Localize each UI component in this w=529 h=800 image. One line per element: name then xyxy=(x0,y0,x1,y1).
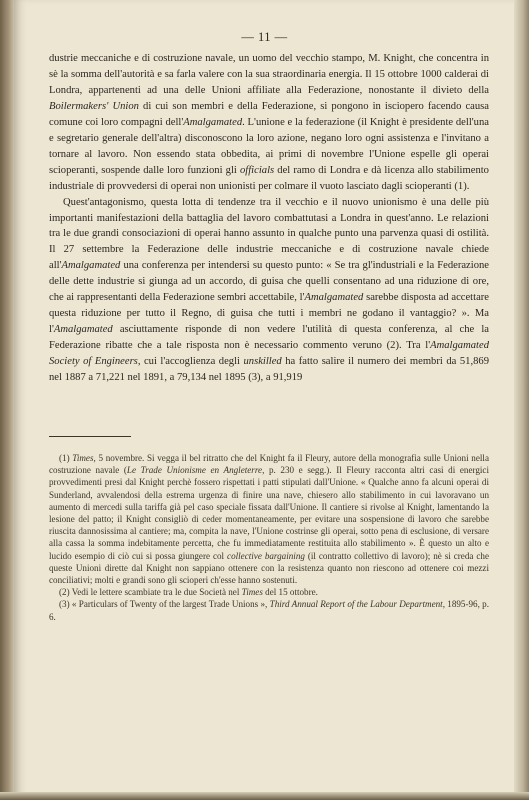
italic-text: Amalgamated Society of Engineers xyxy=(49,340,489,368)
italic-text: Times xyxy=(241,587,263,598)
text-run: , cui l'accoglienza degli xyxy=(137,356,244,368)
italic-text: collective bargaining xyxy=(227,550,305,561)
page-bottom-edge xyxy=(0,792,529,800)
text-run: (1) xyxy=(59,453,73,463)
italic-text: Amalgamated xyxy=(53,324,113,336)
text-run: , 1895-96, p. 6. xyxy=(49,599,489,622)
text-run: ha fatto salire il numero dei membri da 51,869 nel 1887 a 71,221 nel 1891, a 79,134 nel 1895 (3), a 91,919 xyxy=(49,356,489,384)
italic-text: officials xyxy=(240,164,275,176)
italic-text: Amalgamated xyxy=(183,116,243,128)
footnote xyxy=(49,586,489,598)
text-run: del ramo di Londra e dà licenza allo stabilimento industriale di provvedersi di operai non unionisti per colmare il vuoto lasciato dagli scioperanti (1). xyxy=(49,164,489,192)
italic-text: unskilled xyxy=(243,356,282,368)
text-run: (3) « Particulars of Twenty of the largest Trade Unions », xyxy=(59,599,270,610)
text-run: , 5 novembre. Si vegga il bel ritratto che del Knight fa il Fleury, autore della monografia sulle Unioni nella costruzione navale ( xyxy=(49,453,489,476)
text-run: sarebbe disposta ad accettare questa riduzione per tutto il Regno, di guisa che tutti i membri ne godano il vantaggio? ». Ma l' xyxy=(49,292,489,336)
footnotes xyxy=(49,452,489,623)
footnote xyxy=(49,598,489,622)
italic-text: Le Trade Unionisme en Angleterre xyxy=(126,465,263,476)
italic-text: Times xyxy=(72,453,94,463)
paragraph xyxy=(49,195,489,386)
italic-text: Amalgamated xyxy=(61,260,121,272)
text-run: di cui son membri e della Federazione, si pongono in isciopero facendo causa comune coi loro compagni dell' xyxy=(49,100,490,128)
text-run: . L'unione e la federazione (il Knight è presidente dell'una e segretario generale dell'altra) disconoscono la loro azione, negano loro ogni assistenza e l'invitano a tornare al lavoro. Non essendo stata obbedita, ai primi di novembre l'Unione espelle gli operai scioperanti, sospende dalle loro funzioni gli xyxy=(49,116,489,176)
text-run: (il contratto collettivo di lavoro); nè si creda che queste Unioni dirette dal Knight non sappiano ottenere con la resistenza quanto non riescono ad ottenere coi mezzi conciliativi; molti e grandi sono gli scioperi ch'esse hanno sostenuti. xyxy=(49,550,489,586)
text-run: asciuttamente risponde di non vedere l'utilità di questa conferenza, al che la Federazione ribatte che a tale risposta non è necessario commento veruno (2). Tra l' xyxy=(49,324,489,352)
italic-text: Amalgamated xyxy=(304,292,364,304)
italic-text: Boilermakers' Union xyxy=(49,100,139,112)
text-run: del 15 ottobre. xyxy=(262,587,318,598)
text-run: dustrie meccaniche e di costruzione navale, un uomo del vecchio stampo, M. Knight, che concentra in sè la somma dell'autorità e sa farla valere con la sua straordinaria energia. Il 15 ottobre 1000 calderai di Londra, appartenenti ad una delle Unioni affiliate alla Federazione, nonostante il divieto della xyxy=(49,53,489,96)
main-text xyxy=(49,51,489,386)
text-run: , p. 230 e segg.). Il Fleury racconta altri casi di energici provvedimenti presi dal Knight perchè fossero rispettati i patti stipulati dall'Unione. « Qualche anno fa alcuni operai di Sunderland, avvalendosi della estrema urgenza di finire una nave, chiesero allo stabilimento in cui lavoravano un aumento di mercedi sulla tariffa già pel caso speciale fissata dall'Unione. Il cantiere si rivolse al Knight, lamentando la lesione del patto; il Knight consigliò di ceder momentaneamente, per evitare una sospensione di lavoro che sarebbe riuscita dannosissima al cantiere; ma, compita la nave, l'Unione costrinse gli operai, sotto pena di esclusione, di versare alla cassa la somma indebitamente percetta, che fu immediatamente restituita allo stabilimento ». È questo un alto e lucido esempio di ciò cui si possa giungere col xyxy=(49,465,489,561)
text-run: Quest'antagonismo, questa lotta di tendenze tra il vecchio e il nuovo unionismo è una delle più importanti manifestazioni della battaglia del lavoro combattutasi a Londra in quest'anno. Le relazioni tra le due grandi consociazioni di operai hanno assunto in qualche punto una parvenza quasi di ostilità. Il 27 settembre la Federazione delle industrie meccaniche e di costruzione navale chiede all' xyxy=(49,196,489,272)
text-run: una conferenza per intendersi su questo punto: « Se tra gl'industriali e la Federazione delle dette industrie si giunga ad un accordo, di guisa che quelli consentano ad una riduzione di ore, che ai rappresentanti della Federazione sembri accettabile, l' xyxy=(49,260,489,304)
page-number: — 11 — xyxy=(241,30,288,44)
footnote xyxy=(49,452,489,586)
italic-text: Third Annual Report of the Labour Department xyxy=(269,599,443,610)
footnote-rule xyxy=(49,436,131,437)
page-edge xyxy=(514,0,529,800)
paragraph xyxy=(49,51,489,195)
text-run: (2) Vedi le lettere scambiate tra le due Società nel xyxy=(59,587,242,598)
